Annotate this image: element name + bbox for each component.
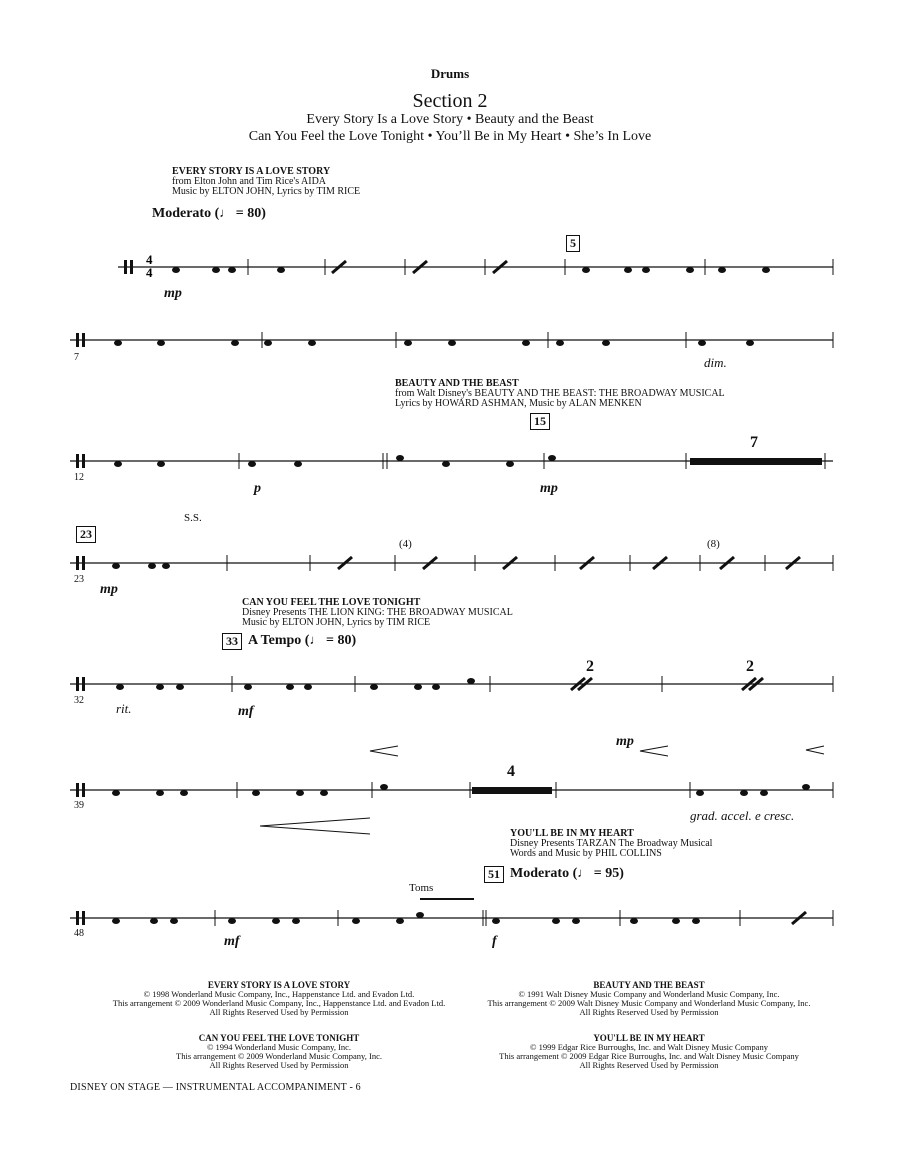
copyright-line: All Rights Reserved Used by Permission (209, 1060, 349, 1070)
multi-rests (472, 458, 822, 794)
clef-5 (76, 677, 79, 691)
clef-1 (124, 260, 127, 274)
measure-number-32: 32 (74, 695, 84, 706)
copyright-youll-be (462, 1033, 836, 1070)
tempo-text: Moderato ( (152, 206, 220, 221)
dynamic-f: f (492, 934, 497, 949)
dynamic-p: p (254, 481, 261, 496)
dynamic-mp-1: mp (164, 286, 182, 301)
copyright-title: BEAUTY AND THE BEAST (593, 980, 705, 990)
cresc-hairpin-3 (806, 746, 824, 754)
tempo-mark-2 (248, 632, 356, 649)
song-source-every-story: from Elton John and Tim Rice's AIDA (172, 176, 327, 187)
tempo-text: A Tempo ( (248, 633, 310, 648)
copyright-line: © 1991 Walt Disney Music Company and Wonderland Music Company, Inc. (518, 989, 780, 999)
rehearsal-mark-15: 15 (530, 413, 550, 430)
accel-cresc-label: grad. accel. e cresc. (690, 808, 795, 823)
time-sig-top: 4 (146, 252, 153, 267)
dynamic-mp-4: mp (616, 734, 634, 749)
copyright-every-story (96, 980, 462, 1017)
copyright-line: © 1998 Wonderland Music Company, Inc., Happenstance Ltd. and Evadon Ltd. (143, 989, 415, 999)
tempo-value: = 80) (322, 633, 357, 648)
ss-label: S.S. (184, 512, 202, 524)
dynamic-mp-3: mp (100, 582, 118, 597)
section-title: Section 2 (412, 90, 488, 112)
tempo-value: = 80) (232, 206, 266, 221)
repeat-count-2b: 2 (746, 658, 754, 675)
tempo-mark-1 (152, 205, 266, 222)
song-title-can-you-feel: CAN YOU FEEL THE LOVE TONIGHT (242, 597, 421, 608)
toms-label: Toms (409, 882, 434, 894)
quarter-note-icon: ♩ (577, 865, 591, 880)
repeat-slashes (332, 261, 806, 924)
count-4: (4) (399, 538, 412, 550)
measure-number-23: 23 (74, 574, 84, 585)
instrument-name: Drums (430, 66, 470, 81)
time-sig-bottom: 4 (146, 265, 153, 280)
copyright-line: This arrangement © 2009 Wonderland Music Company, Inc., Happenstance Ltd. and Evadon Ltd. (112, 998, 446, 1008)
copyright-line: All Rights Reserved Used by Permission (209, 1007, 349, 1017)
barlines (215, 259, 833, 926)
dynamic-mp-2: mp (540, 481, 558, 496)
subtitle-line-2: Can You Feel the Love Tonight • You’ll Be in My Heart • She’s In Love (248, 129, 652, 144)
copyright-title: EVERY STORY IS A LOVE STORY (207, 980, 351, 990)
repeat-count-2a: 2 (586, 658, 594, 675)
dynamic-mf-1: mf (238, 704, 254, 719)
tempo-mark-3 (510, 865, 624, 882)
copyright-line: All Rights Reserved Used by Permission (579, 1007, 719, 1017)
song-title-youll-be: YOU'LL BE IN MY HEART (510, 828, 634, 839)
copyright-line: This arrangement © 2009 Wonderland Music Company, Inc. (176, 1051, 382, 1061)
cresc-hairpin-2 (640, 746, 668, 756)
multirest-count-4: 4 (507, 763, 515, 780)
measure-number-7: 7 (74, 352, 79, 363)
copyright-beauty (462, 980, 836, 1017)
cresc-hairpin-1 (370, 746, 398, 756)
dynamic-mf-2: mf (224, 934, 240, 949)
clef-4 (76, 556, 79, 570)
multirest-7 (690, 458, 822, 465)
copyright-line: All Rights Reserved Used by Permission (579, 1060, 719, 1070)
tempo-value: = 95) (590, 866, 624, 881)
song-credits-youll-be: Words and Music by PHIL COLLINS (510, 848, 662, 859)
clef-6 (76, 783, 79, 797)
copyright-title: CAN YOU FEEL THE LOVE TONIGHT (198, 1033, 360, 1043)
copyright-line: This arrangement © 2009 Edgar Rice Burroughs, Inc. and Walt Disney Music Company (499, 1051, 799, 1061)
song-credits-every-story: Music by ELTON JOHN, Lyrics by TIM RICE (172, 186, 361, 197)
song-credits-can-you-feel: Music by ELTON JOHN, Lyrics by TIM RICE (242, 617, 431, 628)
song-source-beauty: from Walt Disney's BEAUTY AND THE BEAST: THE BROADWAY MUSICAL (395, 388, 725, 399)
song-source-can-you-feel: Disney Presents THE LION KING: THE BROADWAY MUSICAL (242, 607, 513, 618)
song-title-every-story: EVERY STORY IS A LOVE STORY (172, 166, 331, 177)
song-source-youll-be: Disney Presents TARZAN The Broadway Musical (510, 838, 713, 849)
measure-number-48: 48 (74, 928, 84, 939)
song-credits-beauty: Lyrics by HOWARD ASHMAN, Music by ALAN MENKEN (395, 398, 642, 409)
clef-2 (76, 333, 79, 347)
copyright-line: © 1994 Wonderland Music Company, Inc. (206, 1042, 352, 1052)
quarter-note-icon: ♩ (219, 205, 233, 220)
copyright-title: YOU'LL BE IN MY HEART (593, 1033, 705, 1043)
clef-3 (76, 454, 79, 468)
song-title-beauty: BEAUTY AND THE BEAST (395, 378, 519, 389)
tempo-text: Moderato ( (510, 866, 578, 881)
subtitle-line-1: Every Story Is a Love Story • Beauty and the Beast (306, 112, 594, 127)
copyright-line: © 1999 Edgar Rice Burroughs, Inc. and Walt Disney Music Company (530, 1042, 768, 1052)
copyright-line: This arrangement © 2009 Walt Disney Music Company and Wonderland Music Company, Inc. (487, 998, 811, 1008)
rehearsal-mark-23: 23 (76, 526, 96, 543)
clef-7 (76, 911, 79, 925)
rehearsal-mark-5: 5 (566, 235, 580, 252)
measure-number-12: 12 (74, 472, 84, 483)
copyright-can-you-feel (96, 1033, 462, 1070)
decresc-hairpin (260, 818, 370, 834)
multirest-count-7: 7 (750, 434, 758, 451)
rehearsal-mark-33: 33 (222, 633, 242, 650)
page-label: DISNEY ON STAGE — INSTRUMENTAL ACCOMPANIMENT - 6 (70, 1082, 361, 1093)
measure-number-39: 39 (74, 800, 84, 811)
quarter-note-icon: ♩ (309, 632, 323, 647)
rit-label: rit. (116, 701, 132, 716)
rehearsal-mark-51: 51 (484, 866, 504, 883)
multirest-4 (472, 787, 552, 794)
dynamic-dim: dim. (704, 355, 727, 370)
count-8: (8) (707, 538, 720, 550)
